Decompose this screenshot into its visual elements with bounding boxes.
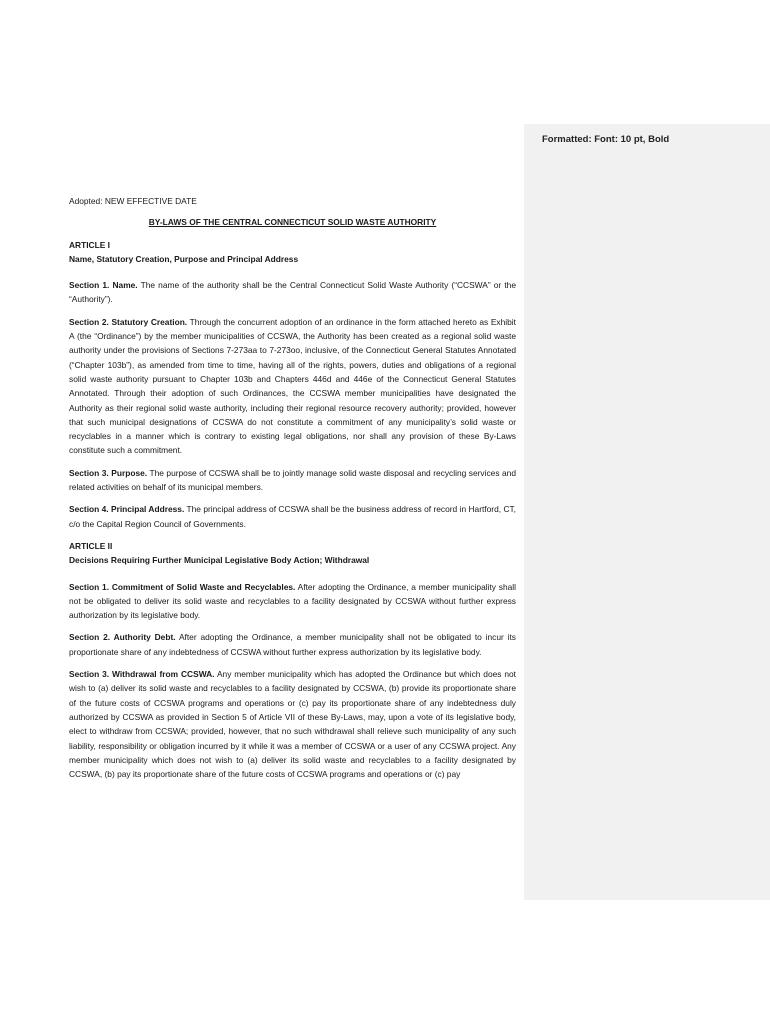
section-label: Section 2. Statutory Creation. (69, 316, 188, 327)
section-text: The name of the authority shall be the Central Connecticut Solid Waste Authority (“CCSWA” or the “Authority”). (69, 280, 516, 305)
section-label: Section 1. Commitment of Solid Waste and Recyclables. (69, 581, 296, 592)
section-text: The purpose of CCSWA shall be to jointly manage solid waste disposal and recycling services and related activities on behalf of its municipal members. (69, 467, 516, 493)
document-page (69, 194, 516, 789)
adopted-date: Adopted: NEW EFFECTIVE DATE (69, 196, 197, 206)
document-title: BY-LAWS OF THE CENTRAL CONNECTICUT SOLID WASTE AUTHORITY (148, 217, 437, 228)
section-text: Through the concurrent adoption of an ordinance in the form attached hereto as Exhibit A (the “Ordinance”) by the member municipalities of CCSWA, the Authority has been created as a regional solid waste authority under the provisions of Sections 7-273aa to 7-273oo, inclusive, of the Connecticut General Statutes Annotated (“Chapter 103b”), as amended from time to time, having all of the rights, powers, duties and obligations of a regional solid waste authority pursuant to Chapter 103b and Chapters 446d and 446e of the Connecticut General Statutes Annotated. Through their adoption of such Ordinances, the CCSWA member municipalities have designated the Authority as their regional solid waste authority, including their regional resource recovery authority; provided, however that such municipal designations of CCSWA do not constitute a commitment of any municipality’s solid waste or recyclables in a manner which is contrary to existing legal obligations, nor shall any provision of these By-Laws constitute such a commitment. (69, 316, 516, 456)
section-label: Section 1. Name. (69, 280, 138, 291)
article-1-subheading: Name, Statutory Creation, Purpose and Principal Address (69, 253, 299, 264)
article-2-subheading: Decisions Requiring Further Municipal Legislative Body Action; Withdrawal (69, 555, 370, 566)
section-text: After adopting the Ordinance, a member municipality shall not be obligated to incur its proportionate share of any indebtedness of CCSWA without further express authorization by its legislative body. (69, 632, 516, 657)
comment-pane-title: Formatted: Font: 10 pt, Bold (542, 134, 670, 145)
section-text: After adopting the Ordinance, a member municipality shall not be obligated to deliver its solid waste and recyclables to a facility designated by CCSWA without further express authorization by its legislative body. (69, 581, 517, 621)
article-2-heading: ARTICLE II (69, 540, 113, 551)
article-2-section-3 (69, 667, 516, 781)
article-1-section-3 (69, 466, 516, 495)
section-label: Section 2. Authority Debt. (69, 632, 176, 643)
section-label: Section 3. Withdrawal from CCSWA. (69, 669, 215, 680)
section-label: Section 4. Principal Address. (69, 504, 185, 515)
article-1-section-2 (69, 315, 516, 458)
article-1-section-1 (69, 278, 516, 307)
article-2-section-1 (69, 580, 516, 623)
article-2-section-2 (69, 630, 516, 659)
article-1-section-4 (69, 502, 516, 531)
article-1-heading: ARTICLE I (69, 239, 110, 250)
section-label: Section 3. Purpose. (69, 467, 148, 478)
comment-pane (524, 124, 770, 900)
section-text: The principal address of CCSWA shall be the business address of record in Hartford, CT, c/o the Capital Region Council of Governments. (69, 504, 517, 529)
section-text: Any member municipality which has adopted the Ordinance but which does not wish to (a) deliver its solid waste and recyclables to a facility designated by CCSWA, (b) provide its proportionate share of the future costs of CCSWA programs and operations or (c) pay its proportionate share of any indebtedness duly authorized by CCSWA as provided in Section 5 of Article VII of these By-Laws, may, upon a vote of its legislative body, elect to withdraw from CCSWA; provided, however, that no such withdrawal shall relieve such municipality of any such liability, responsibility or obligation incurred by it while it was a member of CCSWA or a user of any CCSWA project. Any member municipality which does not wish to (a) deliver its solid waste and recyclables to a facility designated by CCSWA, (b) pay its proportionate share of the future costs of CCSWA programs and operations or (c) pay (69, 669, 516, 780)
